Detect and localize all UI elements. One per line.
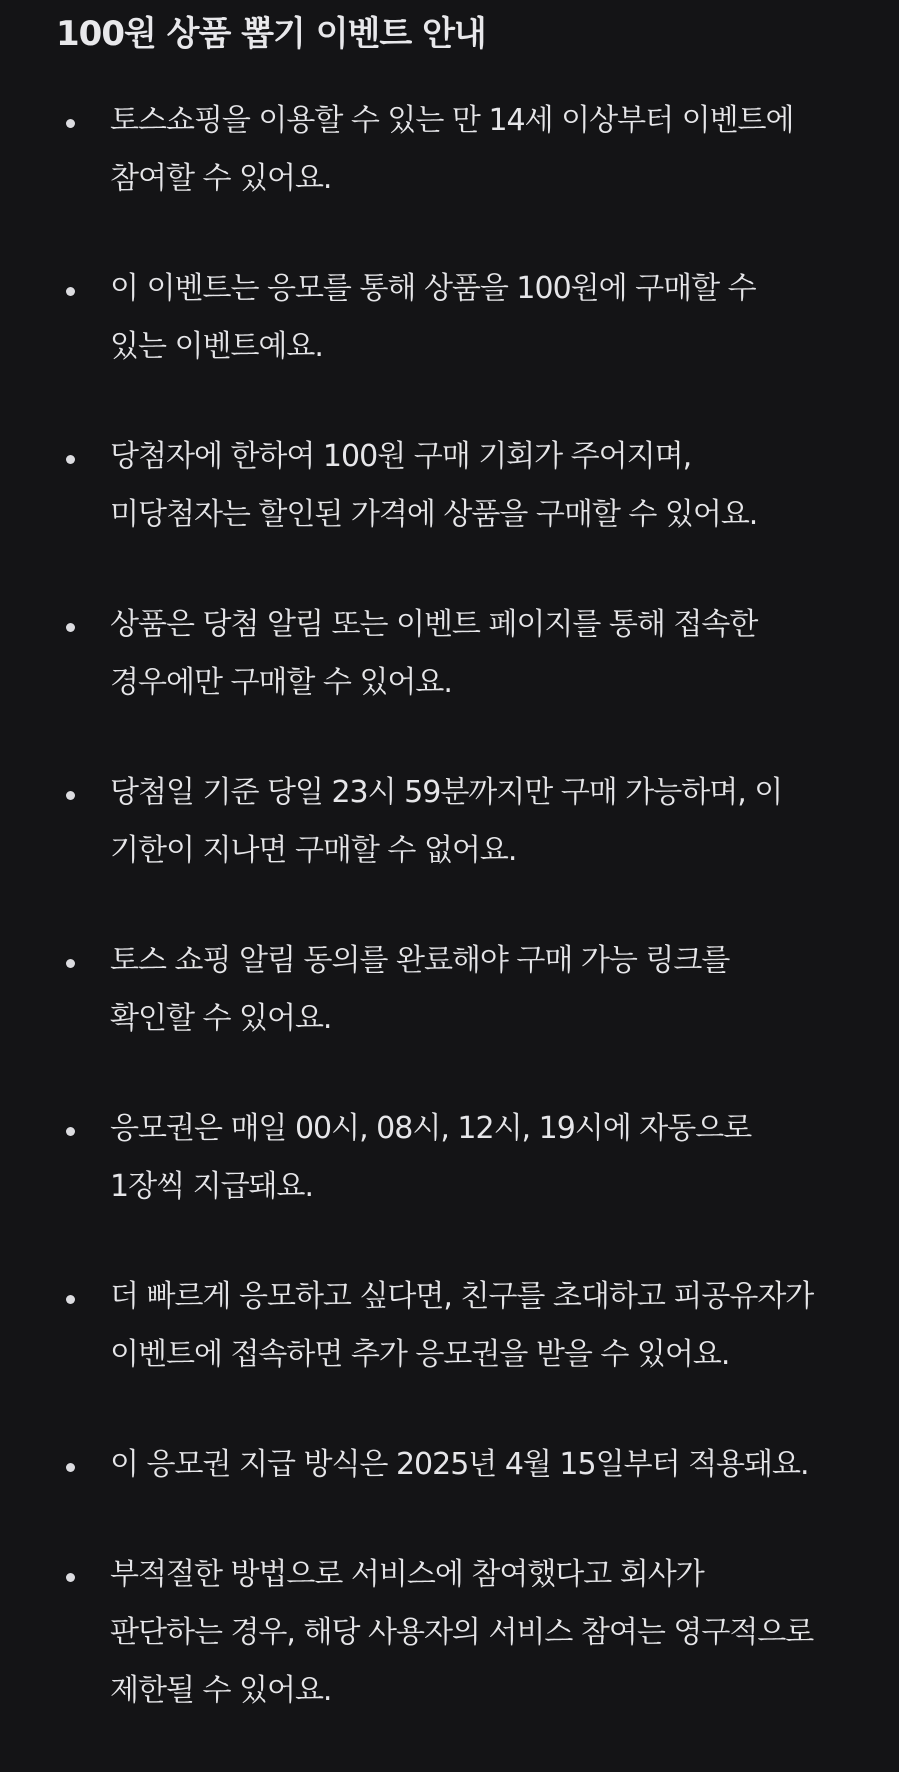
list-item-text: 당첨일 기준 당일 23시 59분까지만 구매 가능하며, 이	[110, 775, 783, 810]
list-item-text: 토스쇼핑을 이용할 수 있는 만 14세 이상부터 이벤트에	[110, 103, 794, 138]
bullet-icon	[66, 455, 75, 464]
list-item-text: 응모권은 매일 00시, 08시, 12시, 19시에 자동으로	[110, 1111, 752, 1146]
list-item	[0, 596, 899, 712]
list-item-text: 부적절한 방법으로 서비스에 참여했다고 회사가	[110, 1557, 704, 1592]
list-item-text: 이 이벤트는 응모를 통해 상품을 100원에 구매할 수	[110, 271, 756, 306]
list-item-text: 경우에만 구매할 수 있어요.	[110, 665, 452, 700]
list-item-text: 토스 쇼핑 알림 동의를 완료해야 구매 가능 링크를	[110, 943, 730, 978]
list-item-text: 확인할 수 있어요.	[110, 1001, 332, 1036]
list-item-text: 참여할 수 있어요.	[110, 161, 332, 196]
bullet-icon	[66, 1127, 75, 1136]
list-item	[0, 932, 899, 1048]
list-item-text: 기한이 지나면 구매할 수 없어요.	[110, 833, 517, 868]
list-item	[0, 764, 899, 880]
list-item-text: 이벤트에 접속하면 추가 응모권을 받을 수 있어요.	[110, 1337, 730, 1372]
bullet-icon	[66, 623, 75, 632]
bullet-icon	[66, 791, 75, 800]
bullet-icon	[66, 959, 75, 968]
list-item-text: 상품은 당첨 알림 또는 이벤트 페이지를 통해 접속한	[110, 607, 758, 642]
list-item	[0, 1100, 899, 1216]
bullet-icon	[66, 119, 75, 128]
bullet-icon	[66, 1463, 75, 1472]
list-item-text: 미당첨자는 할인된 가격에 상품을 구매할 수 있어요.	[110, 497, 758, 532]
list-item-text: 당첨자에 한하여 100원 구매 기회가 주어지며,	[110, 439, 692, 474]
list-item	[0, 1436, 899, 1494]
bullet-icon	[66, 287, 75, 296]
notice-list	[0, 92, 899, 1772]
page-title: 100원 상품 뽑기 이벤트 안내	[56, 14, 486, 54]
list-item	[0, 1268, 899, 1384]
list-item-text: 제한될 수 있어요.	[110, 1673, 332, 1708]
list-item-text: 판단하는 경우, 해당 사용자의 서비스 참여는 영구적으로	[110, 1615, 814, 1650]
list-item-text: 있는 이벤트예요.	[110, 329, 323, 364]
list-item-text: 1장씩 지급돼요.	[110, 1169, 314, 1204]
list-item	[0, 260, 899, 376]
list-item-text: 이 응모권 지급 방식은 2025년 4월 15일부터 적용돼요.	[110, 1447, 809, 1482]
list-item	[0, 428, 899, 544]
bullet-icon	[66, 1295, 75, 1304]
list-item	[0, 92, 899, 208]
list-item-text: 더 빠르게 응모하고 싶다면, 친구를 초대하고 피공유자가	[110, 1279, 814, 1314]
list-item	[0, 1546, 899, 1720]
bullet-icon	[66, 1573, 75, 1582]
